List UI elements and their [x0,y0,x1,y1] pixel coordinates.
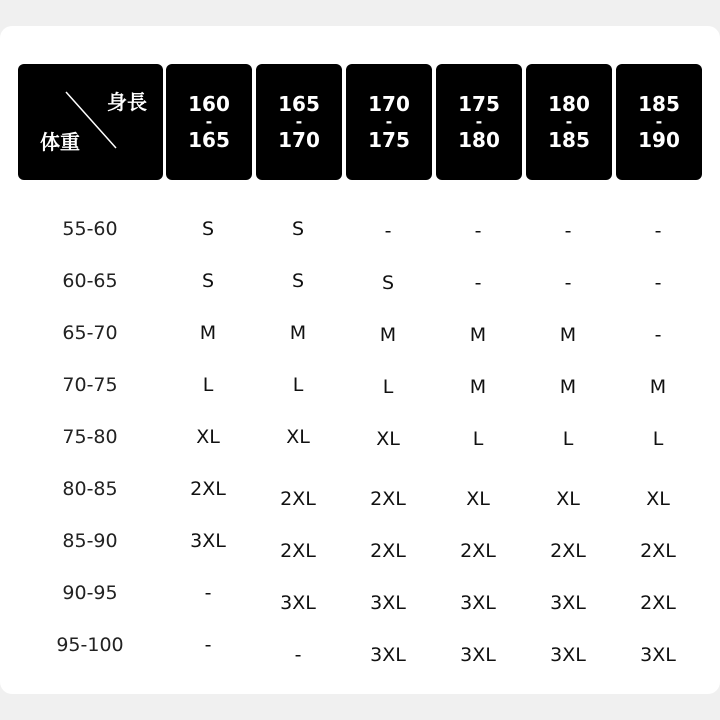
size-cell: - [294,644,302,666]
size-cell: M [199,322,217,344]
table-row [0,634,720,674]
height-range-dash: - [295,112,303,131]
size-cell: L [562,428,574,450]
size-cell: M [559,324,577,346]
size-cell: 3XL [190,530,226,552]
table-row [0,270,720,310]
table-row [0,322,720,362]
height-range-start: 160 [188,92,230,116]
size-cell: 3XL [280,592,316,614]
header-corner-cell [18,64,163,180]
size-cell: 3XL [550,644,586,666]
size-cell: L [292,374,304,396]
height-range-end: 170 [278,128,320,152]
weight-axis-label: 体重 [40,130,80,154]
height-range-start: 180 [548,92,590,116]
height-column-header [526,64,612,180]
weight-range-label: 60-65 [62,270,118,292]
size-cell: 3XL [640,644,676,666]
height-range-dash: - [385,112,393,131]
weight-range-label: 55-60 [62,218,118,240]
weight-range-label: 75-80 [62,426,118,448]
size-cell: M [469,324,487,346]
size-cell: - [474,220,482,242]
size-cell: L [202,374,214,396]
height-range-start: 175 [458,92,500,116]
size-cell: XL [556,488,580,510]
size-cell: M [469,376,487,398]
weight-range-label: 85-90 [62,530,118,552]
size-cell: 2XL [280,540,316,562]
size-cell: 2XL [280,488,316,510]
table-row [0,426,720,466]
size-cell: 3XL [370,644,406,666]
size-cell: S [201,270,215,292]
height-column-header [256,64,342,180]
size-cell: - [654,220,662,242]
size-cell: XL [376,428,400,450]
size-cell: 2XL [190,478,226,500]
height-range-start: 185 [638,92,680,116]
height-range-start: 165 [278,92,320,116]
table-row [0,478,720,518]
size-cell: S [381,272,395,294]
size-cell: 2XL [640,592,676,614]
size-cell: M [289,322,307,344]
height-axis-label: 身長 [107,90,147,114]
size-cell: - [564,272,572,294]
size-cell: 2XL [370,540,406,562]
height-range-end: 190 [638,128,680,152]
height-column-header [166,64,252,180]
height-range-dash: - [205,112,213,131]
size-cell: - [654,272,662,294]
height-range-end: 165 [188,128,230,152]
size-cell: 2XL [550,540,586,562]
size-cell: 2XL [460,540,496,562]
table-row [0,530,720,570]
size-cell: L [382,376,394,398]
size-cell: XL [286,426,310,448]
height-range-dash: - [475,112,483,131]
size-cell: - [204,634,212,656]
table-row [0,218,720,258]
table-row [0,582,720,622]
height-range-start: 170 [368,92,410,116]
weight-range-label: 80-85 [62,478,118,500]
size-cell: S [291,218,305,240]
size-cell: XL [646,488,670,510]
height-range-dash: - [655,112,663,131]
size-cell: 3XL [460,592,496,614]
height-range-end: 180 [458,128,500,152]
diagonal-divider [18,64,163,180]
weight-range-label: 95-100 [56,634,124,656]
height-range-end: 185 [548,128,590,152]
size-cell: 2XL [370,488,406,510]
weight-range-label: 65-70 [62,322,118,344]
size-cell: - [384,220,392,242]
size-cell: L [472,428,484,450]
size-cell: M [559,376,577,398]
size-cell: 2XL [640,540,676,562]
size-cell: S [291,270,305,292]
size-cell: 3XL [460,644,496,666]
height-range-end: 175 [368,128,410,152]
size-cell: - [564,220,572,242]
size-cell: - [474,272,482,294]
weight-range-label: 90-95 [62,582,118,604]
table-row [0,374,720,414]
size-cell: - [204,582,212,604]
weight-range-label: 70-75 [62,374,118,396]
size-cell: - [654,324,662,346]
size-cell: 3XL [370,592,406,614]
size-cell: 3XL [550,592,586,614]
size-cell: XL [196,426,220,448]
size-cell: L [652,428,664,450]
height-column-header [616,64,702,180]
height-column-header [436,64,522,180]
size-cell: XL [466,488,490,510]
size-chart-header [0,64,720,182]
size-cell: S [201,218,215,240]
height-range-dash: - [565,112,573,131]
height-column-header [346,64,432,180]
size-cell: M [649,376,667,398]
size-cell: M [379,324,397,346]
